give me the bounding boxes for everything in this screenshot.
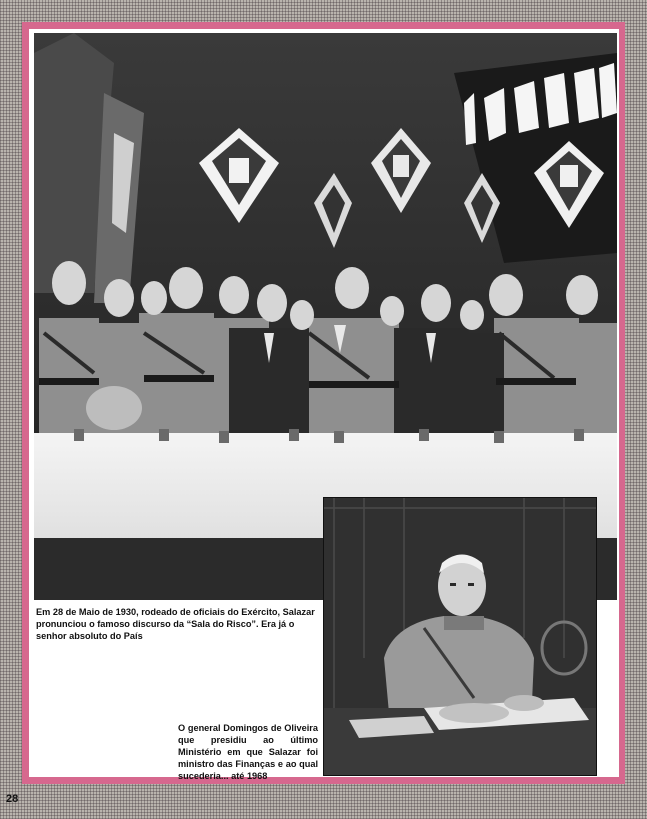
- caption-inset-photo: O general Domingos de Oliveira que presidiu ao último Ministério em que Salazar foi ministro das Finanças e ao qual sucederia... até 1968: [178, 723, 318, 781]
- portrait-photo: [323, 497, 597, 776]
- page-number: 28: [6, 793, 19, 805]
- caption-main-photo: Em 28 de Maio de 1930, rodeado de oficiais do Exército, Salazar pronunciou o famoso discurso da “Sala do Risco”. Era já o senhor absoluto do País: [36, 607, 315, 641]
- portrait-photo-illustration: [324, 498, 596, 775]
